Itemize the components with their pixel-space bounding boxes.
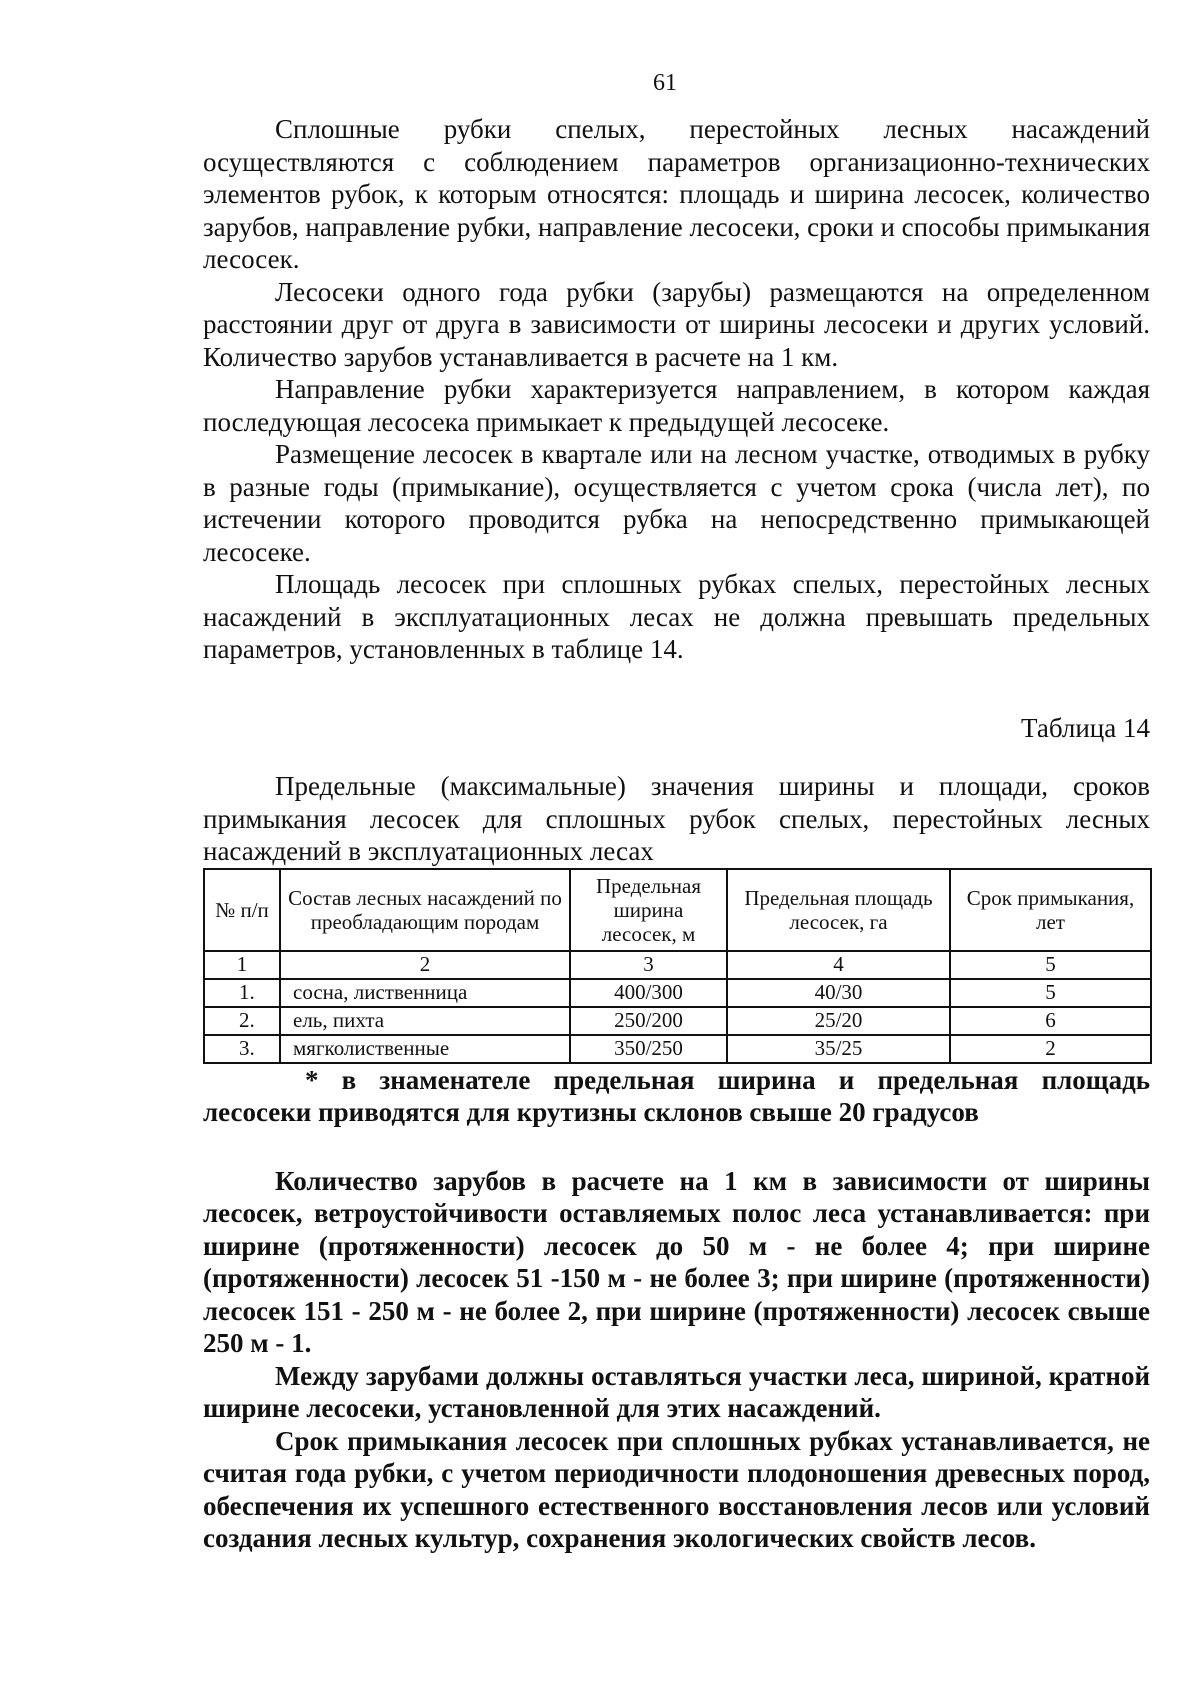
- row-number: 1.: [204, 979, 280, 1007]
- column-number: 5: [950, 951, 1151, 979]
- header-cell: Предельная площадь лесосек, га: [727, 869, 950, 951]
- column-number: 3: [570, 951, 727, 979]
- limits-table: [203, 868, 1152, 1064]
- table-row: [204, 1007, 1151, 1035]
- area-cell: 40/30: [727, 979, 950, 1007]
- width-cell: 350/250: [570, 1035, 727, 1063]
- header-cell: № п/п: [204, 869, 280, 951]
- paragraph: Между зарубами должны оставляться участки леса, шириной, кратной ширине лесосеки, установленной для этих насаждений.: [203, 1360, 1150, 1423]
- paragraph: Направление рубки характеризуется направлением, в котором каждая последующая лесосека примыкает к предыдущей лесосеке.: [203, 374, 1150, 437]
- table-row: [204, 979, 1151, 1007]
- paragraph: Срок примыкания лесосек при сплошных рубках устанавливается, не считая года рубки, с учетом периодичности плодоношения древесных пород, обеспечения их успешного естественного восстановления лесов или условий создания лесных культур, сохранения экологических свойств лесов.: [203, 1425, 1150, 1553]
- paragraph: Количество зарубов в расчете на 1 км в зависимости от ширины лесосек, ветроустойчивости оставляемых полос леса устанавливается: при ширине (протяженности) лесосек до 50 м - не более 4; при ширине (протяженности) лесосек 51 -150 м - не более 3; при ширине (протяженности) лесосек 151 - 250 м - не более 2, при ширине (протяженности) лесосек свыше 250 м - 1.: [203, 1165, 1150, 1358]
- adjacency-cell: 6: [950, 1007, 1151, 1035]
- species-cell: ель, пихта: [280, 1007, 570, 1035]
- column-number: 1: [204, 951, 280, 979]
- table-numbering-row: [204, 951, 1151, 979]
- table-row: [204, 1035, 1151, 1063]
- table-header-row: [204, 869, 1151, 951]
- paragraph: Лесосеки одного года рубки (зарубы) размещаются на определенном расстоянии друг от друга в зависимости от ширины лесосеки и других условий. Количество зарубов устанавливается в расчете на 1 км.: [203, 276, 1150, 372]
- table-caption: Предельные (максимальные) значения ширины и площади, сроков примыкания лесосек для сплошных рубок спелых, перестойных лесных насаждений в эксплуатационных лесах: [203, 771, 1150, 866]
- width-cell: 250/200: [570, 1007, 727, 1035]
- paragraph: Сплошные рубки спелых, перестойных лесных насаждений осуществляются с соблюдением параметров организационно-технических элементов рубок, к которым относятся: площадь и ширина лесосек, количество зарубов, направление рубки, направление лесосеки, сроки и способы примыкания лесосек.: [203, 114, 1151, 274]
- row-number: 2.: [204, 1007, 280, 1035]
- header-cell: Срок примыкания, лет: [950, 869, 1151, 951]
- page-number: 61: [653, 70, 677, 96]
- bold-section: [203, 1165, 1150, 1555]
- table-footnote: * в знаменателе предельная ширина и предельная площадь лесосеки приводятся для крутизны склонов свыше 20 градусов: [203, 1064, 1150, 1127]
- paragraph: Площадь лесосек при сплошных рубках спелых, перестойных лесных насаждений в эксплуатационных лесах не должна превышать предельных параметров, установленных в таблице 14.: [203, 569, 1150, 664]
- species-cell: сосна, лиственница: [280, 979, 570, 1007]
- adjacency-cell: 5: [950, 979, 1151, 1007]
- row-number: 3.: [204, 1035, 280, 1063]
- species-cell: мягколиственные: [280, 1035, 570, 1063]
- table-label: Таблица 14: [1021, 712, 1150, 743]
- adjacency-cell: 2: [950, 1035, 1151, 1063]
- width-cell: 400/300: [570, 979, 727, 1007]
- header-cell: Состав лесных насаждений по преобладающим породам: [280, 869, 570, 951]
- paragraph: Размещение лесосек в квартале или на лесном участке, отводимых в рубку в разные годы (примыкание), осуществляется с учетом срока (числа лет), по истечении которого проводится рубка на непосредственно примыкающей лесосеке.: [203, 439, 1150, 567]
- area-cell: 35/25: [727, 1035, 950, 1063]
- area-cell: 25/20: [727, 1007, 950, 1035]
- header-cell: Предельная ширина лесосек, м: [570, 869, 727, 951]
- document-body: [203, 113, 1150, 1555]
- column-number: 4: [727, 951, 950, 979]
- column-number: 2: [280, 951, 570, 979]
